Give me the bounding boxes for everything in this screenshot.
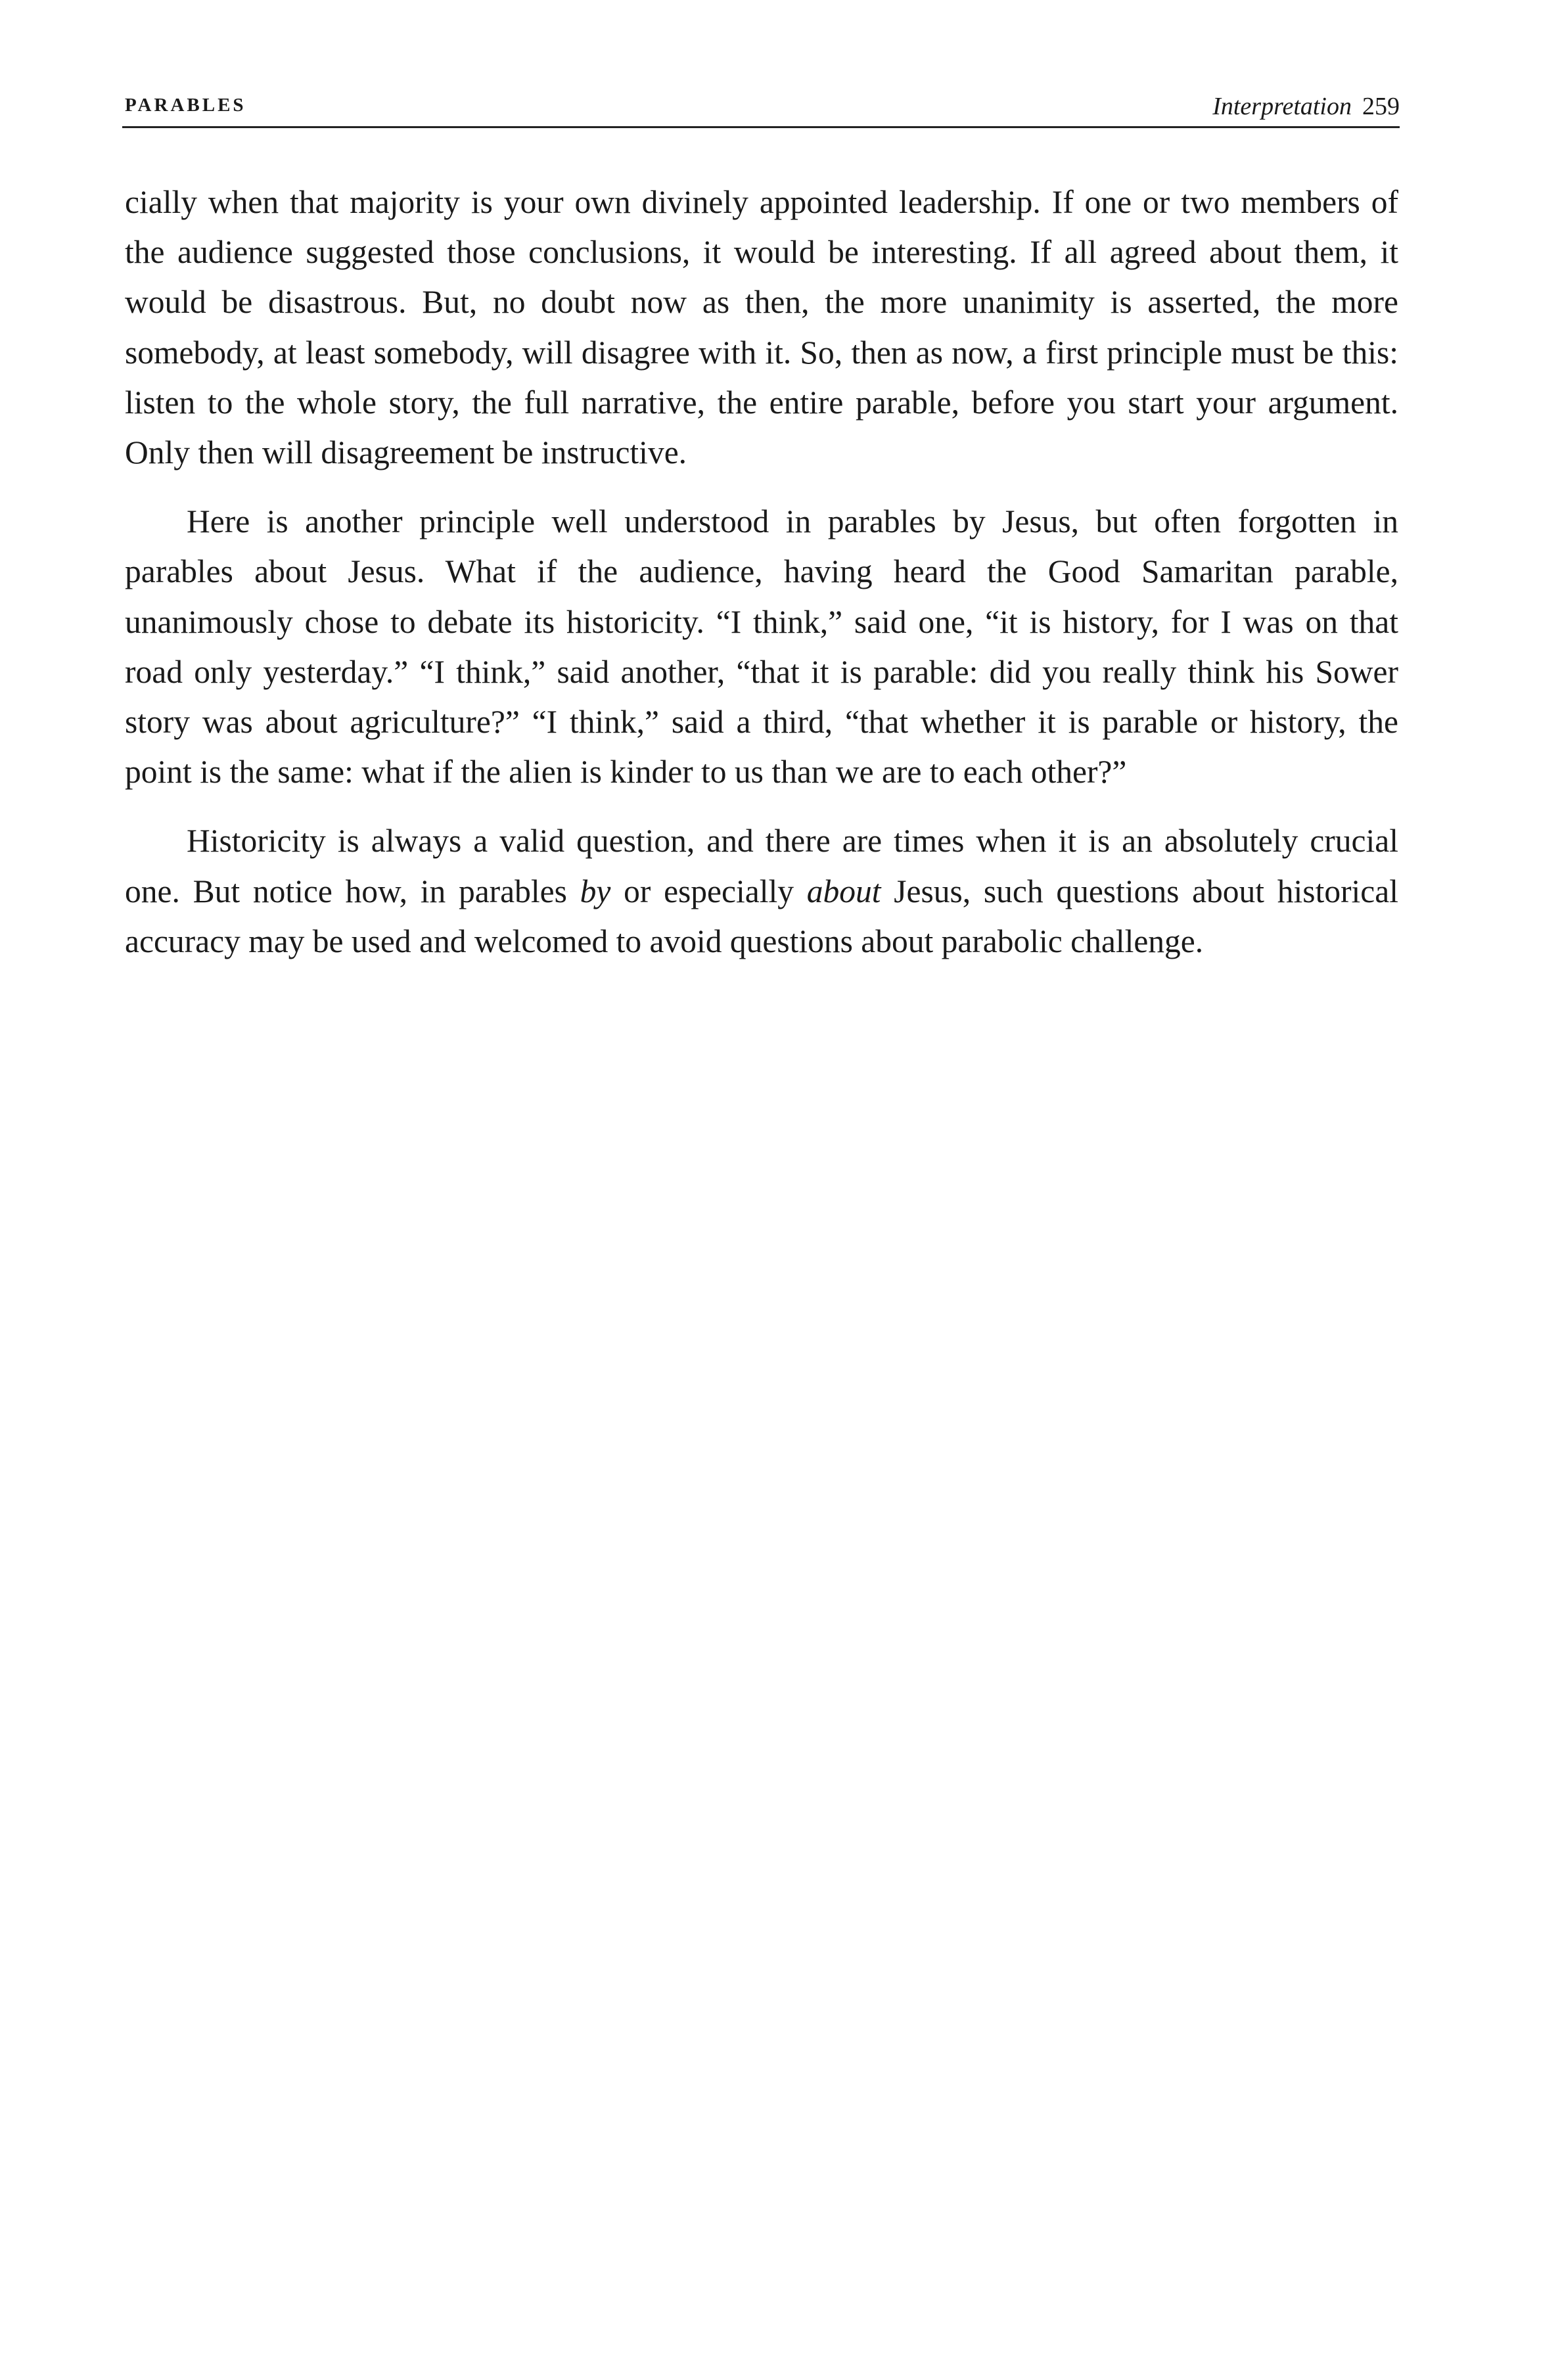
paragraph-continued: cially when that majority is your own divinely appointed leadership. If one or two members of the audience suggested those conclusions, it would be interesting. If all agreed about them, it would be disastrous. But, no doubt now as then, the more unanimity is asserted, the more somebody, at least somebody, will disagree with it. So, then as now, a first principle must be this: listen to the whole story, the full narrative, the entire parable, before you start your argument. Only then will disagreement be instructive. <box>125 184 1398 471</box>
section-title: PARABLES <box>125 95 246 116</box>
paragraph-parables-principle: Here is another principle well understood in parables by Jesus, but often forgotten in parables about Jesus. What if the audience, having heard the Good Samaritan parable, unanimously chose to debate its historicity. “I think,” said one, “it is history, for I was on that road only yesterday.” “I think,” said another, “that it is parable: did you really think his Sower story was about agriculture?” “I think,” said a third, “that whether it is parable or history, the point is the same: what if the alien is kinder to us than we are to each other?” <box>125 503 1398 790</box>
chapter-title: Interpretation <box>1212 93 1352 120</box>
running-head-right <box>1212 92 1400 121</box>
paragraph-text-segment: Historicity is always a valid question, and there are times when it is an absolutely crucial one. But notice how, in parables <box>125 823 1398 909</box>
page-number: 259 <box>1362 93 1400 120</box>
paragraph-text-segment: Jesus, such questions about historical accuracy may be used and welcomed to avoid questions about parabolic challenge. <box>125 873 1399 959</box>
emphasis-about: about <box>806 873 881 909</box>
paragraph-historicity <box>125 816 1398 967</box>
running-head <box>122 92 1400 128</box>
body-text <box>125 177 1398 967</box>
paragraph-text-segment: or especially <box>610 873 807 909</box>
emphasis-by: by <box>580 873 611 909</box>
